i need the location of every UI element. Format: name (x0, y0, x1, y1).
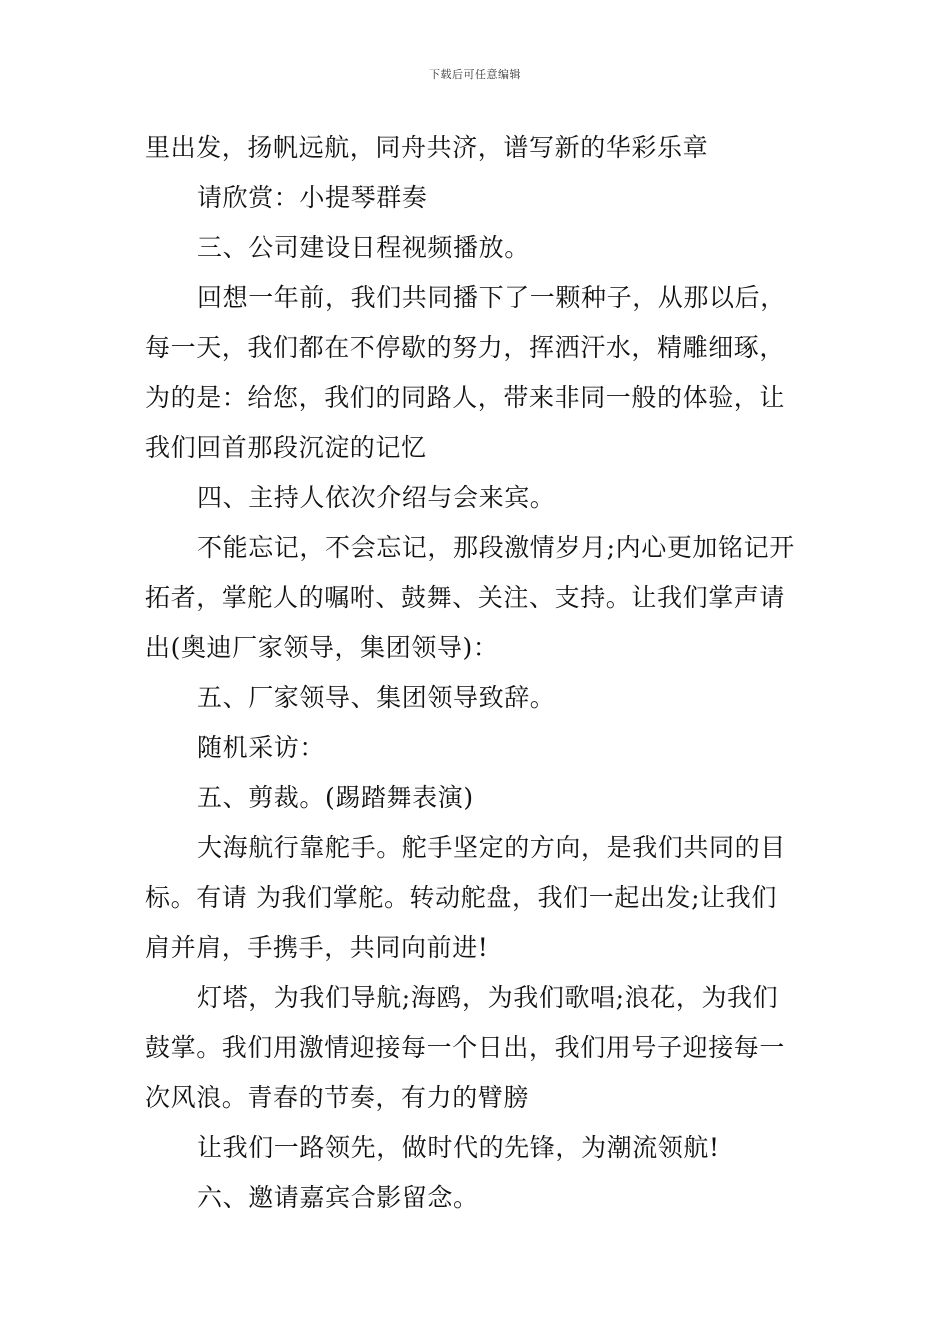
text-line: 大海航行靠舵手。舵手坚定的方向，是我们共同的目 (197, 833, 786, 862)
text-line: 出(奥迪厂家领导，集团领导)： (145, 633, 499, 662)
text-line: 鼓掌。我们用激情迎接每一个日出，我们用号子迎接每一 (145, 1033, 786, 1062)
section-heading: 四、主持人依次介绍与会来宾。 (197, 483, 556, 512)
text-line: 随机采访： (197, 733, 326, 762)
section-heading: 五、厂家领导、集团领导致辞。 (197, 683, 556, 712)
text-line: 我们回首那段沉淀的记忆 (145, 433, 427, 462)
text-line: 不能忘记，不会忘记，那段激情岁月;内心更加铭记开 (197, 533, 795, 562)
header-note: 下载后可任意编辑 (429, 68, 521, 81)
section-heading: 五、剪裁。(踢踏舞表演) (197, 783, 474, 812)
text-line: 灯塔，为我们导航;海鸥，为我们歌唱;浪花，为我们 (197, 983, 779, 1012)
section-heading: 三、公司建设日程视频播放。 (197, 233, 530, 262)
text-line: 标。有请 为我们掌舵。转动舵盘，我们一起出发;让我们 (145, 883, 777, 912)
text-line: 拓者，掌舵人的嘱咐、鼓舞、关注、支持。让我们掌声请 (145, 583, 786, 612)
text-line: 次风浪。青春的节奏，有力的臂膀 (145, 1083, 530, 1112)
text-line: 每一天，我们都在不停歇的努力，挥洒汗水，精雕细琢， (145, 333, 786, 362)
section-heading: 六、邀请嘉宾合影留念。 (197, 1183, 479, 1212)
text-line: 回想一年前，我们共同播下了一颗种子，从那以后， (197, 283, 786, 312)
text-line: 请欣赏：小提琴群奏 (197, 183, 428, 212)
text-line: 让我们一路领先，做时代的先锋，为潮流领航! (197, 1133, 720, 1162)
text-line: 为的是：给您，我们的同路人，带来非同一般的体验，让 (145, 383, 786, 412)
document-body (145, 128, 810, 1228)
text-line: 里出发，扬帆远航，同舟共济，谱写新的华彩乐章 (145, 133, 709, 162)
text-line: 肩并肩，手携手，共同向前进! (145, 933, 489, 962)
